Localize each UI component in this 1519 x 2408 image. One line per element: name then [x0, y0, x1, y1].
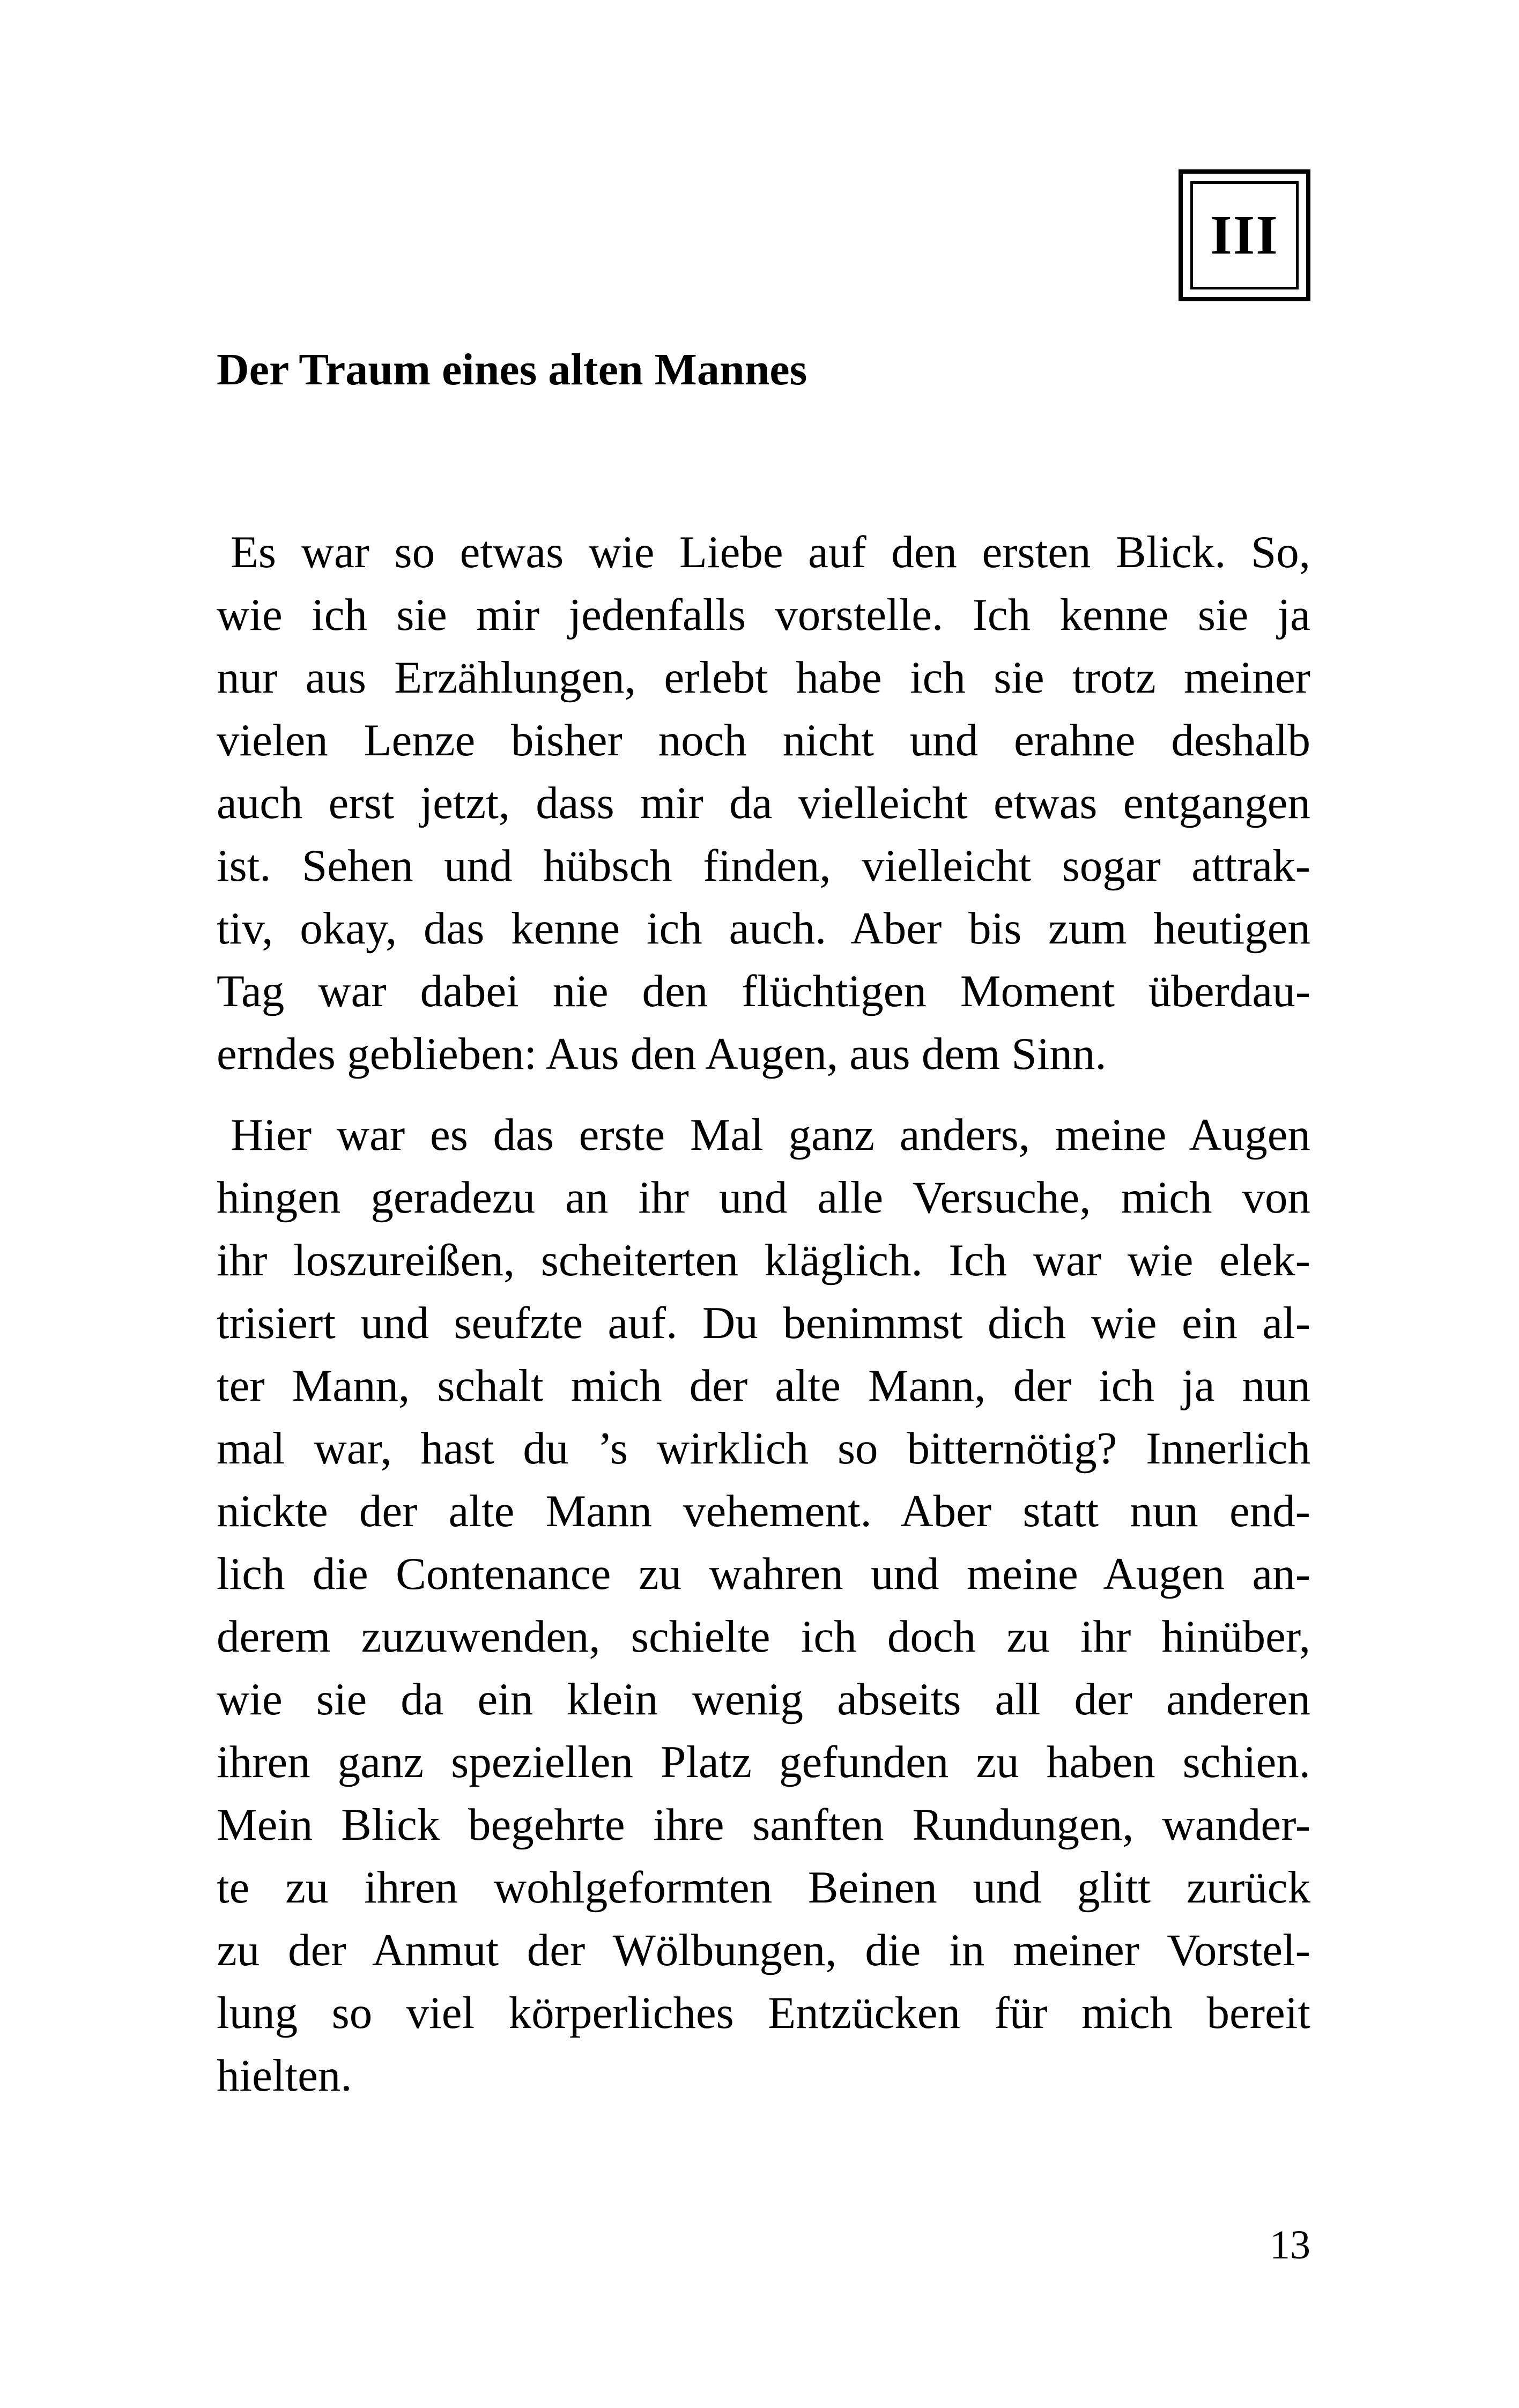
- chapter-number-box: [1179, 169, 1310, 301]
- text-line: ihren ganz speziellen Platz gefunden zu haben schien.: [217, 1737, 1310, 1787]
- text-line: hielten.: [217, 2050, 352, 2101]
- text-line: Hier war es das erste Mal ganz anders, meine Augen: [231, 1110, 1310, 1160]
- text-line: hingen geradezu an ihr und alle Versuche, mich von: [217, 1172, 1310, 1223]
- text-line: auch erst jetzt, dass mir da vielleicht etwas entgangen: [217, 778, 1310, 828]
- page-number: 13: [1270, 2223, 1310, 2268]
- chapter-title: Der Traum eines alten Mannes: [217, 345, 807, 395]
- text-line: erndes geblieben: Aus den Augen, aus dem Sinn.: [217, 1029, 1107, 1079]
- text-line: mal war, hast du ’s wirklich so bitternötig? Innerlich: [217, 1423, 1310, 1474]
- paragraph-1: [217, 521, 1310, 1086]
- chapter-number: III: [1190, 181, 1299, 289]
- text-line: Tag war dabei nie den flüchtigen Moment überdau-: [217, 966, 1310, 1016]
- paragraph-2: [217, 1104, 1310, 2107]
- text-line: ist. Sehen und hübsch finden, vielleicht sogar attrak-: [217, 841, 1310, 891]
- text-line: nur aus Erzählungen, erlebt habe ich sie trotz meiner: [217, 652, 1310, 703]
- text-line: tiv, okay, das kenne ich auch. Aber bis zum heutigen: [217, 903, 1310, 954]
- text-line: zu der Anmut der Wölbungen, die in meiner Vorstel-: [217, 1925, 1310, 1975]
- text-line: trisiert und seufzte auf. Du benimmst dich wie ein al-: [217, 1298, 1310, 1348]
- text-line: ter Mann, schalt mich der alte Mann, der ich ja nun: [217, 1361, 1310, 1411]
- text-line: Mein Blick begehrte ihre sanften Rundungen, wander-: [217, 1800, 1310, 1850]
- text-line: nickte der alte Mann vehement. Aber statt nun end-: [217, 1486, 1310, 1536]
- text-line: lung so viel körperliches Entzücken für mich bereit: [217, 1988, 1310, 2038]
- text-line: lich die Contenance zu wahren und meine Augen an-: [217, 1549, 1310, 1599]
- text-line: vielen Lenze bisher noch nicht und erahne deshalb: [217, 715, 1310, 765]
- body-text: [217, 521, 1310, 2125]
- text-line: Es war so etwas wie Liebe auf den ersten Blick. So,: [231, 527, 1310, 577]
- text-line: wie sie da ein klein wenig abseits all der anderen: [217, 1674, 1310, 1725]
- text-line: derem zuzuwenden, schielte ich doch zu ihr hinüber,: [217, 1611, 1310, 1662]
- text-line: ihr loszureißen, scheiterten kläglich. Ich war wie elek-: [217, 1235, 1310, 1285]
- text-line: te zu ihren wohlgeformten Beinen und glitt zurück: [217, 1862, 1310, 1913]
- text-line: wie ich sie mir jedenfalls vorstelle. Ich kenne sie ja: [217, 590, 1310, 640]
